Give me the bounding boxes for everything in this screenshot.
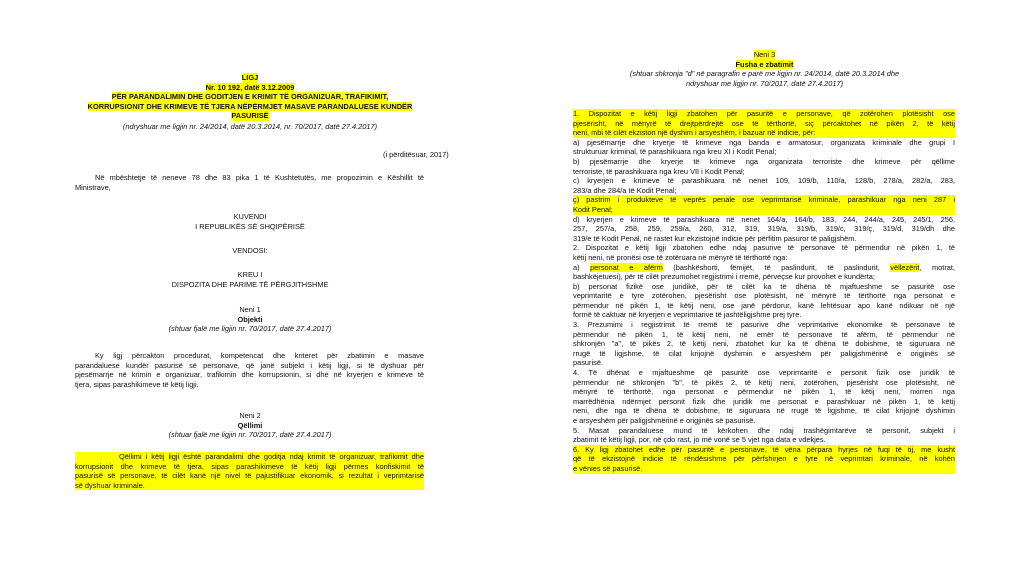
paragraph-6-line: 6. Ky ligj zbatohet edhe për pasuritë e personave, të vëna përpara hyrjes në fuqi të tij, me kusht bbox=[573, 444, 955, 454]
paragraph-2 bbox=[573, 243, 955, 262]
paragraph-3-line: 3. Prezumimi i regjistrimit të rremë të pasurive dhe veprimtarive ekonomike të personave të bbox=[573, 320, 955, 330]
article-1-body bbox=[75, 351, 424, 389]
article-3-heading bbox=[505, 50, 1024, 88]
article-2-note: (shtuar fjalë me ligjin nr. 70/2017, datë 27.4.2017) bbox=[168, 430, 332, 440]
article-3-number: Neni 3 bbox=[753, 50, 776, 59]
article-1-number: Neni 1 bbox=[239, 305, 261, 314]
paragraph-1b-line: b) pjesëmarrje dhe kryerje të krimeve nga organizata terroriste dhe krimeve për qëllime bbox=[573, 156, 955, 166]
law-label: LIGJ bbox=[241, 73, 259, 82]
paragraph-1cc-line: ç) pastrim i produkteve të veprës penale ose veprimtarisë kriminale, parashikuar nga neni 287 i bbox=[573, 195, 955, 205]
paragraph-1d-line: 319/e të Kodit Penal, në rastet kur ekzistojnë indicie për përfitim pasuror të paligjshëm. bbox=[573, 233, 857, 243]
paragraph-6-line: që të ekzistojnë indicie të rëndësishme për përfshirjen e tyre në veprimtari kriminale, në kohën bbox=[573, 454, 955, 464]
preamble bbox=[75, 173, 424, 192]
paragraph-1a-line: a) pjesëmarrje dhe kryerje të krimeve nga banda e armatosur, organizata kriminale dhe grupi I bbox=[573, 137, 955, 147]
preamble-line-2: Ministrave, bbox=[75, 182, 111, 192]
preamble-line-1: Në mbështetje të neneve 78 dhe 83 pika 1 të Kushtetutës, me propozimin e Këshillit të bbox=[95, 173, 424, 182]
article-1-title: Objekti bbox=[237, 314, 263, 324]
law-title-block bbox=[0, 73, 500, 124]
article-3-note: (shtuar shkronja "d" në paragrafin e parë me ligjin nr. 24/2014, datë 20.3.2014 dhe bbox=[629, 69, 900, 79]
article-2-heading bbox=[0, 411, 500, 440]
paragraph-1b bbox=[573, 157, 955, 176]
paragraph-1cc bbox=[573, 195, 955, 214]
assembly-republic: I REPUBLIKËS SË SHQIPËRISË bbox=[195, 221, 305, 231]
right-document-page bbox=[505, 0, 1024, 574]
law-title-line-3: PASURISË bbox=[231, 111, 269, 121]
paragraph-3-line: përmendur në pikën 1, të këtij neni, në emër të personave të afërm, të përmendur në bbox=[573, 329, 955, 339]
paragraph-3-line: pasurisë. bbox=[573, 358, 603, 368]
paragraph-4-line: marrëdhënia ndërmjet personit fizik dhe juridik me personat e parashikuar në pikën 1, të këtij bbox=[573, 396, 955, 406]
paragraph-2b-line: përmendur në pikën 1, të këtij neni, ose janë përdorur, kanë lehtësuar apo kanë ndikuar në një bbox=[573, 300, 955, 310]
paragraph-1b-line: terroriste, të parashikuara nga kreu VII i Kodit Penal; bbox=[573, 166, 745, 176]
paragraph-6-line: e vënies së pasurisë. bbox=[573, 463, 643, 473]
paragraph-1d-line: d) kryerjen e krimeve të parashikuara në nenet 164/a, 164/b, 183, 244, 244/a, 245, 245/1, 256, bbox=[573, 214, 955, 224]
article-2-body bbox=[75, 452, 424, 490]
article-3-note: ndryshuar me ligjin nr. 70/2017, datë 27.4.2017) bbox=[685, 78, 844, 88]
paragraph-1c-line: c) kryerjen e krimeve të parashikuara në nenet 109, 109/b, 110/a, 128/b, 278/a, 282/a, 283, bbox=[573, 176, 955, 186]
law-title-line-2: KORRUPSIONIT DHE KRIMEVE TË TJERA NËPËRMJET MASAVE PARANDALUESE KUNDËR bbox=[87, 101, 413, 111]
article-2-number: Neni 2 bbox=[239, 411, 261, 420]
article-2-line: Qëllimi i këtij ligji është parandalimi dhe goditja ndaj krimit të organizuar, trafikimit dhe bbox=[119, 452, 424, 461]
paragraph-2-line: këtij neni, në pronësi ose të zotëruara në mënyrë të tërthortë nga: bbox=[573, 252, 788, 262]
law-title-line-1: PËR PARANDALIMIN DHE GODITJEN E KRIMIT TË ORGANIZUAR, TRAFIKIMIT, bbox=[111, 92, 389, 102]
highlight-personat-e-afërm: personat e afërm bbox=[590, 262, 663, 272]
article-3-title: Fusha e zbatimit bbox=[735, 59, 794, 69]
assembly-name: KUVENDI bbox=[233, 212, 267, 221]
paragraph-1 bbox=[573, 109, 955, 138]
chapter-heading bbox=[0, 270, 500, 289]
paragraph-1-line: neni, mbi të cilët ekziston një dyshim i arsyeshëm, i bazuar në indicie, për: bbox=[573, 128, 816, 138]
paragraph-1d bbox=[573, 215, 955, 244]
chapter-title: DISPOZITA DHE PARIME TË PËRGJITHSHME bbox=[171, 279, 329, 289]
article-2-line: korrupsionit dhe krimeve të tjera, sipas parashikimeve të këtij ligji përmes konfiskimit të bbox=[75, 461, 424, 471]
assembly-heading bbox=[0, 212, 500, 231]
paragraph-1d-line: 257, 257/a, 258, 259, 259/a, 260, 312, 319, 319/a, 319/b, 319/c, 319/ç, 319/d, 319/dh dhe bbox=[573, 224, 955, 234]
paragraph-1cc-line: Kodit Penal; bbox=[573, 204, 613, 214]
article-1-line: tjera, sipas parashikimeve të këtij ligji. bbox=[75, 379, 199, 389]
paragraph-3-line: rrugë të ligjshme, të cilat krijojnë dyshimin e arsyeshëm për paligjshmërinë e origjinës së bbox=[573, 348, 955, 358]
law-amendment-note: (ndryshuar me ligjin nr. 24/2014, datë 20.3.2014, nr. 70/2017, datë 27.4.2017) bbox=[122, 122, 378, 131]
paragraph-1a-line: strukturuar kriminal, të parashikuara nga kreu XI i Kodit Penal; bbox=[573, 147, 777, 157]
chapter-number: KREU I bbox=[237, 270, 263, 279]
paragraph-1-line: 1. Dispozitat e këtij ligji zbatohen për pasuritë e personave, që zotërohen plotësisht ose bbox=[573, 109, 955, 118]
paragraph-2-line: 2. Dispozitat e këtij ligji zbatohen edhe ndaj pasurive të personave të përmendur në pikën 1, të bbox=[573, 243, 955, 253]
paragraph-2a-line-2: bashkëjetuesi), për të cilët prezumohet regjistrimi i rremë, përveçse kur provohet e kundërta; bbox=[573, 272, 875, 282]
paragraph-5-line: 5. Masat parandaluese mund të kërkohen dhe ndaj trashëgimtarëve të personit, subjekt i bbox=[573, 425, 955, 435]
highlight-vëllezërit: vëllezërit bbox=[890, 262, 920, 272]
article-1-heading bbox=[0, 305, 500, 334]
paragraph-2b bbox=[573, 282, 955, 320]
article-1-line: pjesëmarrje në krimin e organizuar, trafikimin dhe korrupsionin, si dhe në kryerjen e krimeve të bbox=[75, 370, 424, 380]
paragraph-2b-line: b) personat fizikë ose juridikë, për të cilët ka të dhëna të mjaftueshme se pasuritë ose bbox=[573, 281, 955, 291]
decides-heading: VENDOSI: bbox=[232, 246, 268, 255]
paragraph-5 bbox=[573, 426, 955, 445]
paragraph-1c bbox=[573, 176, 955, 195]
paragraph-1a bbox=[573, 138, 955, 157]
paragraph-2a-lead: a) bbox=[573, 262, 591, 272]
paragraph-4-line: neni, dhe nga të dhëna të dobishme, të siguruara në rrugë të ligjshme, të cilat krijojnë dyshimin bbox=[573, 406, 955, 416]
paragraph-2a-end: , motrat, bbox=[919, 262, 955, 272]
paragraph-4 bbox=[573, 368, 955, 426]
paragraph-4-line: 4. Të dhënat e mjaftueshme që pasuritë ose veprimtaritë e personit fizik ose juridik të bbox=[573, 368, 955, 378]
article-2-title: Qëllimi bbox=[237, 420, 263, 430]
paragraph-4-line: e arsyeshëm për paligjshmërinë e origjinës së pasurisë. bbox=[573, 416, 756, 425]
paragraph-4-line: përmendur në shkronjën "b", të pikës 2, të këtij neni, zotërohen, pjesërisht ose plotësisht, në bbox=[573, 377, 955, 387]
paragraph-2a-mid: (bashkëshorti, fëmijët, të paslindurit, të paslindurit, bbox=[662, 262, 891, 272]
article-1-note: (shtuar fjalë me ligjin nr. 70/2017, datë 27.4.2017) bbox=[168, 324, 332, 334]
paragraph-3-line: shkronjën "a", të pikës 2, të këtij neni, zbatohet kur ka të dhëna të dobishme, të siguruara në bbox=[573, 339, 955, 349]
left-document-page bbox=[0, 0, 500, 574]
law-updated-note: (i përditësuar, 2017) bbox=[383, 150, 449, 159]
paragraph-4-line: mënyrë të tërthortë, nga personat e përmendur në pikën 1, të këtij neni, nxirren nga bbox=[573, 387, 955, 397]
paragraph-1-line: pjesërisht, në mënyrë të drejtpërdrejtë ose të tërthortë, siç përcaktohet në pikën 2, të këtij bbox=[573, 118, 955, 128]
article-2-line: pasurisë së personave, të cilët kanë një nivel të pajustifikuar ekonomik, si rezultat i veprimtarisë bbox=[75, 471, 424, 481]
paragraph-2a-line-1 bbox=[573, 263, 955, 273]
paragraph-5-line: zbatimit të këtij ligji, por, në çdo rast, jo më vonë se 5 vjet nga data e vdekjes. bbox=[573, 435, 826, 445]
paragraph-1c-line: 283/a dhe 284/a të Kodit Penal; bbox=[573, 185, 677, 195]
article-3-body bbox=[573, 109, 955, 474]
paragraph-2a bbox=[573, 263, 955, 282]
article-1-line: Ky ligj përcakton procedurat, kompetencat dhe kriteret për zbatimin e masave bbox=[95, 351, 424, 360]
paragraph-6 bbox=[573, 445, 955, 474]
article-1-line: parandaluese kundër pasurisë së personave, që janë subjekt i këtij ligji, si të dyshuar për bbox=[75, 360, 424, 370]
paragraph-2b-line: veprimtaritë e tyre zotërohen, pjesërisht ose plotësisht, në mënyrë të tërthortë nga personat e bbox=[573, 291, 955, 301]
law-title-highlight bbox=[88, 73, 413, 121]
article-2-line: së dyshuar kriminale. bbox=[75, 480, 145, 490]
law-number: Nr. 10 192, datë 3.12.2009 bbox=[205, 82, 295, 92]
paragraph-3 bbox=[573, 320, 955, 368]
paragraph-2b-line: formë të caktuar në kryerjen e veprimtarive të jashtëligjshme prej tyre. bbox=[573, 310, 802, 320]
